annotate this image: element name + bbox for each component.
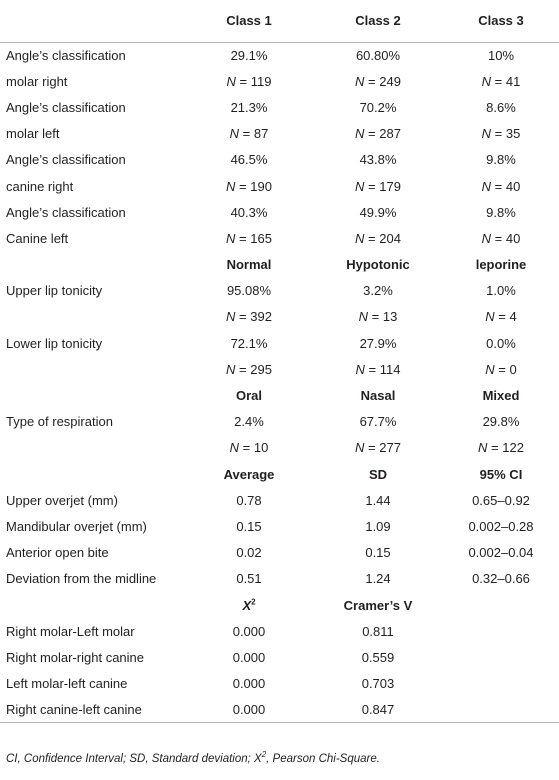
row-label: Upper lip tonicity: [6, 283, 103, 299]
cell-col-1: 0.000: [232, 623, 266, 639]
cell-col-1: 21.3%: [230, 99, 268, 115]
cell-col-1: Oral: [235, 388, 262, 404]
cell-col-2: 0.811: [362, 623, 394, 639]
cell-col-3: 1.0%: [486, 283, 516, 299]
table-row: [0, 409, 559, 435]
cell-col-1: 72.1%: [230, 335, 268, 351]
row-label: [0, 461, 185, 487]
header-blank: [0, 0, 185, 42]
row-label: molar right: [6, 73, 68, 89]
cell-col-1: N = 295: [226, 361, 272, 377]
cell-col-3: 95% CI: [479, 466, 523, 482]
row-label: [0, 252, 185, 278]
cell-col-1: 0.51: [236, 571, 262, 587]
cell-col-1: N = 87: [229, 126, 269, 142]
cell-col-2: 3.2%: [363, 283, 393, 299]
cell-col-2: Hypotonic: [346, 257, 410, 273]
cell-col-3: [443, 697, 559, 723]
table-row: [0, 330, 559, 356]
cell-col-3: [443, 618, 559, 644]
table-row: [0, 671, 559, 697]
cell-col-3: N = 40: [481, 178, 521, 194]
cell-col-1: N = 10: [229, 440, 269, 456]
cell-col-3: [443, 644, 559, 670]
cell-col-1: 0.000: [232, 649, 266, 665]
row-label: Right molar-right canine: [6, 649, 145, 665]
table-row: [0, 42, 559, 68]
table-row: [0, 68, 559, 94]
cell-col-2: N = 114: [355, 361, 401, 377]
cell-col-2: Cramer’s V: [343, 597, 413, 613]
header-class-2: Class 2: [313, 0, 443, 42]
cell-col-1: N = 165: [226, 230, 272, 246]
cell-col-2: 1.09: [365, 518, 391, 534]
row-label: Upper overjet (mm): [6, 492, 118, 508]
cell-col-2: 70.2%: [359, 99, 397, 115]
table-footnote: CI, Confidence Interval; SD, Standard deviation; $X^2$, Pearson Chi-Square.: [6, 750, 380, 765]
cell-col-3: 8.6%: [486, 99, 516, 115]
cell-col-2: 0.559: [361, 649, 395, 665]
row-label: Angle’s classification: [6, 204, 126, 220]
row-label: [0, 356, 185, 382]
cell-col-3: N = 4: [485, 309, 517, 325]
cell-col-3: [443, 671, 559, 697]
cell-col-3: 9.8%: [486, 204, 516, 220]
cell-col-2: N = 249: [355, 73, 401, 89]
cell-col-3: 10%: [487, 47, 515, 63]
cell-col-3: N = 35: [481, 126, 521, 142]
row-label: Deviation from the midline: [6, 571, 157, 587]
table-row: [0, 540, 559, 566]
cell-col-1: 95.08%: [226, 283, 272, 299]
cell-col-1: Average: [223, 466, 275, 482]
row-label: [0, 304, 185, 330]
cell-col-3: N = 0: [485, 361, 517, 377]
cell-col-1: N = 119: [226, 73, 272, 89]
row-label: Lower lip tonicity: [6, 335, 103, 351]
cell-col-2: N = 204: [355, 230, 401, 246]
cell-col-3: leporine: [475, 257, 527, 273]
table-row: [0, 147, 559, 173]
table-row: [0, 435, 559, 461]
row-label: Left molar-left canine: [6, 676, 128, 692]
table-row: [0, 356, 559, 382]
cell-col-1: 2.4%: [234, 414, 264, 430]
table-row: [0, 252, 559, 278]
row-label: [0, 435, 185, 461]
table-row: [0, 304, 559, 330]
row-label: Angle’s classification: [6, 152, 126, 168]
cell-col-3: 0.002–0.04: [468, 545, 534, 561]
cell-col-2: N = 179: [355, 178, 401, 194]
cell-col-3: N = 41: [481, 73, 521, 89]
cell-col-1: 29.1%: [230, 47, 268, 63]
table-row: [0, 173, 559, 199]
cell-col-2: 0.847: [313, 697, 443, 723]
cell-col-3: N = 122: [478, 440, 524, 456]
cell-col-2: N = 277: [355, 440, 401, 456]
row-label: [0, 592, 185, 618]
header-row: [0, 0, 559, 42]
cell-col-2: 49.9%: [359, 204, 397, 220]
row-label: Mandibular overjet (mm): [6, 518, 147, 534]
row-label: Anterior open bite: [6, 545, 109, 561]
row-label: molar left: [6, 126, 60, 142]
table-row: [0, 94, 559, 120]
cell-col-3: 0.65–0.92: [472, 492, 530, 508]
cell-col-3: 0.002–0.28: [468, 518, 534, 534]
cell-col-2: 1.24: [365, 571, 391, 587]
cell-col-2: 43.8%: [359, 152, 397, 168]
row-label: Angle’s classification: [6, 47, 126, 63]
row-label: [0, 382, 185, 408]
table-row: [0, 697, 559, 723]
cell-col-2: Nasal: [360, 388, 396, 404]
table-row: [0, 592, 559, 618]
row-label: Angle’s classification: [6, 99, 126, 115]
row-label: Canine left: [6, 230, 69, 246]
table-row: [0, 199, 559, 225]
table-row: [0, 278, 559, 304]
cell-col-2: 0.15: [365, 545, 391, 561]
cell-col-1: N = 392: [226, 309, 272, 325]
row-label: Type of respiration: [6, 414, 113, 430]
cell-col-1: 0.000: [232, 676, 266, 692]
cell-col-2: 67.7%: [359, 414, 397, 430]
table-row: [0, 461, 559, 487]
cell-col-3: N = 40: [481, 230, 521, 246]
cell-col-1: 0.000: [185, 697, 313, 723]
cell-col-1: 0.15: [236, 518, 262, 534]
cell-col-1: 40.3%: [230, 204, 268, 220]
row-label: Right canine-left canine: [0, 697, 185, 723]
cell-col-3: 9.8%: [486, 152, 516, 168]
table-row: [0, 644, 559, 670]
cell-col-2: N = 287: [355, 126, 401, 142]
table-row: [0, 618, 559, 644]
cell-col-2: 0.703: [361, 676, 395, 692]
row-label: Right molar-Left molar: [6, 623, 135, 639]
cell-col-3: [443, 592, 559, 618]
cell-col-2: N = 13: [358, 309, 398, 325]
cell-col-3: 29.8%: [482, 414, 520, 430]
header-class-3: Class 3: [443, 0, 559, 42]
cell-col-1: $X^2$: [242, 597, 256, 613]
table-row: [0, 225, 559, 251]
table-row: [0, 566, 559, 592]
cell-col-1: 0.02: [236, 545, 262, 561]
cell-col-3: 0.32–0.66: [472, 571, 530, 587]
header-class-1: Class 1: [185, 0, 313, 42]
cell-col-2: 60.80%: [355, 47, 401, 63]
cell-col-1: N = 190: [226, 178, 272, 194]
cell-col-1: 0.78: [236, 492, 262, 508]
cell-col-3: 0.0%: [486, 335, 516, 351]
cell-col-2: 1.44: [365, 492, 391, 508]
table-row: [0, 121, 559, 147]
table-row: [0, 513, 559, 539]
cell-col-1: Normal: [226, 257, 272, 273]
cell-col-2: SD: [368, 466, 388, 482]
cell-col-2: 27.9%: [359, 335, 397, 351]
table-row: [0, 487, 559, 513]
cell-col-1: 46.5%: [230, 152, 268, 168]
row-label: canine right: [6, 178, 74, 194]
table-row: [0, 382, 559, 408]
cell-col-3: Mixed: [482, 388, 520, 404]
